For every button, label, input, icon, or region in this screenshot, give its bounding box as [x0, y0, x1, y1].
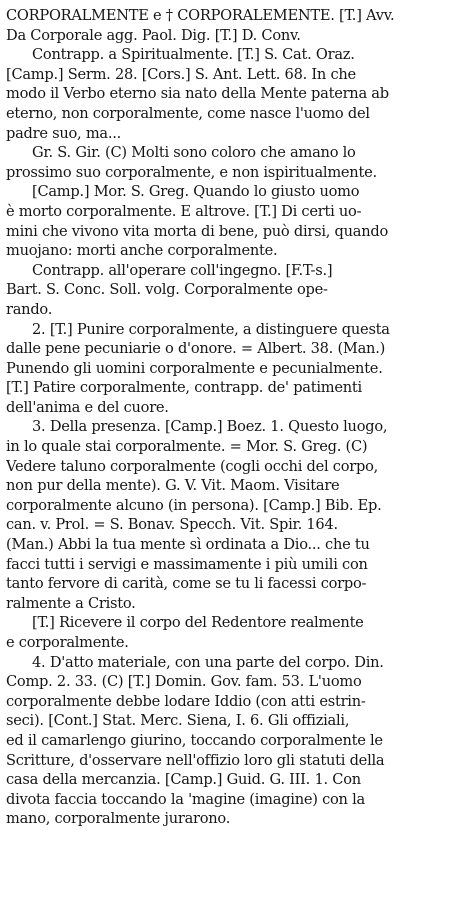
- text-line: Scritture, d'osservare nell'offizio loro gli statuti della: [6, 751, 385, 769]
- text-line: ed il camarlengo giurino, toccando corporalmente le: [6, 731, 383, 749]
- text-line: can. v. Prol. = S. Bonav. Specch. Vit. Spir. 164.: [6, 516, 338, 534]
- text-line: modo il Verbo eterno sia nato della Mente paterna ab: [6, 85, 389, 103]
- text-line: muojano: morti anche corporalmente.: [6, 242, 278, 260]
- text-line: corporalmente debbe lodare Iddio (con atti estrin-: [6, 692, 366, 710]
- text-line: Bart. S. Conc. Soll. volg. Corporalmente ope-: [6, 281, 328, 299]
- text-line: seci). [Cont.] Stat. Merc. Siena, I. 6. Gli offiziali,: [6, 712, 350, 730]
- text-line: facci tutti i servigi e massimamente i più umili con: [6, 555, 368, 573]
- text-line: tanto fervore di carità, come se tu li facessi corpo-: [6, 575, 367, 593]
- text-line: in lo quale stai corporalmente. = Mor. S. Greg. (C): [6, 438, 368, 456]
- text-line: Da Corporale agg. Paol. Dig. [T.] D. Conv.: [6, 26, 301, 44]
- text-line: [T.] Ricevere il corpo del Redentore realmente: [32, 614, 364, 632]
- text-line: è morto corporalmente. E altrove. [T.] Di certi uo-: [6, 202, 362, 220]
- text-line: ralmente a Cristo.: [6, 594, 136, 612]
- text-line: Contrapp. all'operare coll'ingegno. [F.T-s.]: [32, 261, 333, 279]
- text-line: mano, corporalmente jurarono.: [6, 810, 231, 828]
- text-line: divota faccia toccando la 'magine (imagine) con la: [6, 790, 365, 808]
- text-line: CORPORALMENTE e † CORPORALEMENTE. [T.] Avv.: [6, 7, 395, 24]
- text-line: (Man.) Abbi la tua mente sì ordinata a Dio... che tu: [6, 536, 370, 554]
- text-line: prossimo suo corporalmente, e non ispiritualmente.: [6, 163, 377, 181]
- text-line: non pur della mente). G. V. Vit. Maom. Visitare: [6, 477, 340, 495]
- text-line: e corporalmente.: [6, 634, 129, 651]
- text-line: corporalmente alcuno (in persona). [Camp.] Bib. Ep.: [6, 496, 382, 514]
- text-line: [Camp.] Mor. S. Greg. Quando lo giusto uomo: [32, 183, 360, 201]
- text-line: casa della mercanzia. [Camp.] Guid. G. III. 1. Con: [6, 771, 361, 789]
- text-line: mini che vivono vita morta di bene, può dirsi, quando: [6, 222, 388, 240]
- text-line: 2. [T.] Punire corporalmente, a distinguere questa: [32, 320, 390, 338]
- text-line: Vedere taluno corporalmente (cogli occhi del corpo,: [6, 457, 378, 475]
- text-line: 3. Della presenza. [Camp.] Boez. 1. Questo luogo,: [32, 418, 388, 436]
- text-line: padre suo, ma...: [6, 124, 122, 142]
- text-line: Punendo gli uomini corporalmente e pecunialmente.: [6, 359, 383, 377]
- text-line: rando.: [6, 300, 53, 318]
- text-line: eterno, non corporalmente, come nasce l'uomo del: [6, 104, 370, 122]
- text-line: Comp. 2. 33. (C) [T.] Domin. Gov. fam. 53. L'uomo: [6, 673, 362, 691]
- text-line: 4. D'atto materiale, con una parte del corpo. Din.: [32, 653, 384, 671]
- text-line: Gr. S. Gir. (C) Molti sono coloro che amano lo: [32, 144, 356, 162]
- text-line: dalle pene pecuniarie o d'onore. = Albert. 38. (Man.): [6, 340, 386, 358]
- text-line: dell'anima e del cuore.: [6, 398, 169, 416]
- text-line: Contrapp. a Spiritualmente. [T.] S. Cat. Oraz.: [32, 46, 355, 64]
- text-line: [T.] Patire corporalmente, contrapp. de' patimenti: [6, 379, 362, 397]
- text-line: [Camp.] Serm. 28. [Cors.] S. Ant. Lett. 68. In che: [6, 65, 356, 83]
